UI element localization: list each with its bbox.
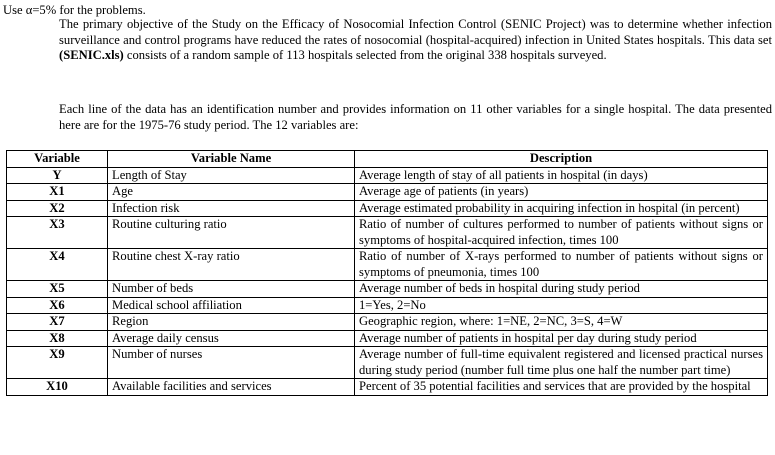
variable-code: X3 bbox=[7, 217, 108, 249]
variable-description: Ratio of number of X-rays performed to number of patients without signs or symptoms of pneumonia, times 100 bbox=[355, 249, 768, 281]
variable-name: Routine chest X-ray ratio bbox=[108, 249, 355, 281]
table-row bbox=[7, 200, 768, 217]
variable-code: X8 bbox=[7, 330, 108, 347]
variable-code: Y bbox=[7, 167, 108, 184]
header-variable: Variable bbox=[7, 151, 108, 168]
intro-paragraph-1-text-b: consists of a random sample of 113 hospitals selected from the original 338 hospitals surveyed. bbox=[123, 48, 607, 62]
variable-code: X4 bbox=[7, 249, 108, 281]
variable-name: Age bbox=[108, 184, 355, 201]
variable-name: Number of beds bbox=[108, 281, 355, 298]
variable-code: X9 bbox=[7, 347, 108, 379]
table-row bbox=[7, 281, 768, 298]
variable-code: X10 bbox=[7, 379, 108, 396]
table-header-row bbox=[7, 151, 768, 168]
variable-code: X1 bbox=[7, 184, 108, 201]
intro-paragraph-2: Each line of the data has an identification number and provides information on 11 other variables for a single hospital. The data presented here are for the 1975-76 study period. The 12 variables are: bbox=[59, 102, 772, 132]
variable-description: Percent of 35 potential facilities and services that are provided by the hospital bbox=[355, 379, 768, 396]
variable-description: Average age of patients (in years) bbox=[355, 184, 768, 201]
variable-name: Infection risk bbox=[108, 200, 355, 217]
intro-paragraph-1-text-a: The primary objective of the Study on the Efficacy of Nosocomial Infection Control (SENIC Project) was to determine whether infection surveillance and control programs have reduced the rates of nosocomial (hospital-acquired) infection in United States hospitals. This data set bbox=[59, 17, 772, 47]
table-row bbox=[7, 314, 768, 331]
variable-description: 1=Yes, 2=No bbox=[355, 297, 768, 314]
table-row bbox=[7, 249, 768, 281]
variable-description: Average number of beds in hospital during study period bbox=[355, 281, 768, 298]
variables-table bbox=[6, 150, 768, 396]
table-row bbox=[7, 330, 768, 347]
variable-name: Region bbox=[108, 314, 355, 331]
dataset-filename: (SENIC.xls) bbox=[59, 48, 124, 62]
instruction-line: Use α=5% for the problems. bbox=[3, 3, 146, 17]
table-row bbox=[7, 217, 768, 249]
table-row bbox=[7, 379, 768, 396]
variable-name: Medical school affiliation bbox=[108, 297, 355, 314]
variable-description: Ratio of number of cultures performed to number of patients without signs or symptoms of hospital-acquired infection, times 100 bbox=[355, 217, 768, 249]
variable-code: X7 bbox=[7, 314, 108, 331]
variable-description: Average number of patients in hospital per day during study period bbox=[355, 330, 768, 347]
variable-name: Available facilities and services bbox=[108, 379, 355, 396]
intro-paragraph-1 bbox=[59, 17, 772, 64]
table-row bbox=[7, 297, 768, 314]
variable-name: Number of nurses bbox=[108, 347, 355, 379]
variable-description: Average number of full-time equivalent registered and licensed practical nurses during study period (number full time plus one half the number part time) bbox=[355, 347, 768, 379]
variable-description: Average length of stay of all patients in hospital (in days) bbox=[355, 167, 768, 184]
header-variable-name: Variable Name bbox=[108, 151, 355, 168]
table-row bbox=[7, 167, 768, 184]
variable-name: Routine culturing ratio bbox=[108, 217, 355, 249]
table-row bbox=[7, 184, 768, 201]
variable-code: X6 bbox=[7, 297, 108, 314]
variable-description: Average estimated probability in acquiring infection in hospital (in percent) bbox=[355, 200, 768, 217]
variable-description: Geographic region, where: 1=NE, 2=NC, 3=S, 4=W bbox=[355, 314, 768, 331]
variable-name: Average daily census bbox=[108, 330, 355, 347]
table-row bbox=[7, 347, 768, 379]
variable-name: Length of Stay bbox=[108, 167, 355, 184]
variable-code: X5 bbox=[7, 281, 108, 298]
variable-code: X2 bbox=[7, 200, 108, 217]
header-description: Description bbox=[355, 151, 768, 168]
